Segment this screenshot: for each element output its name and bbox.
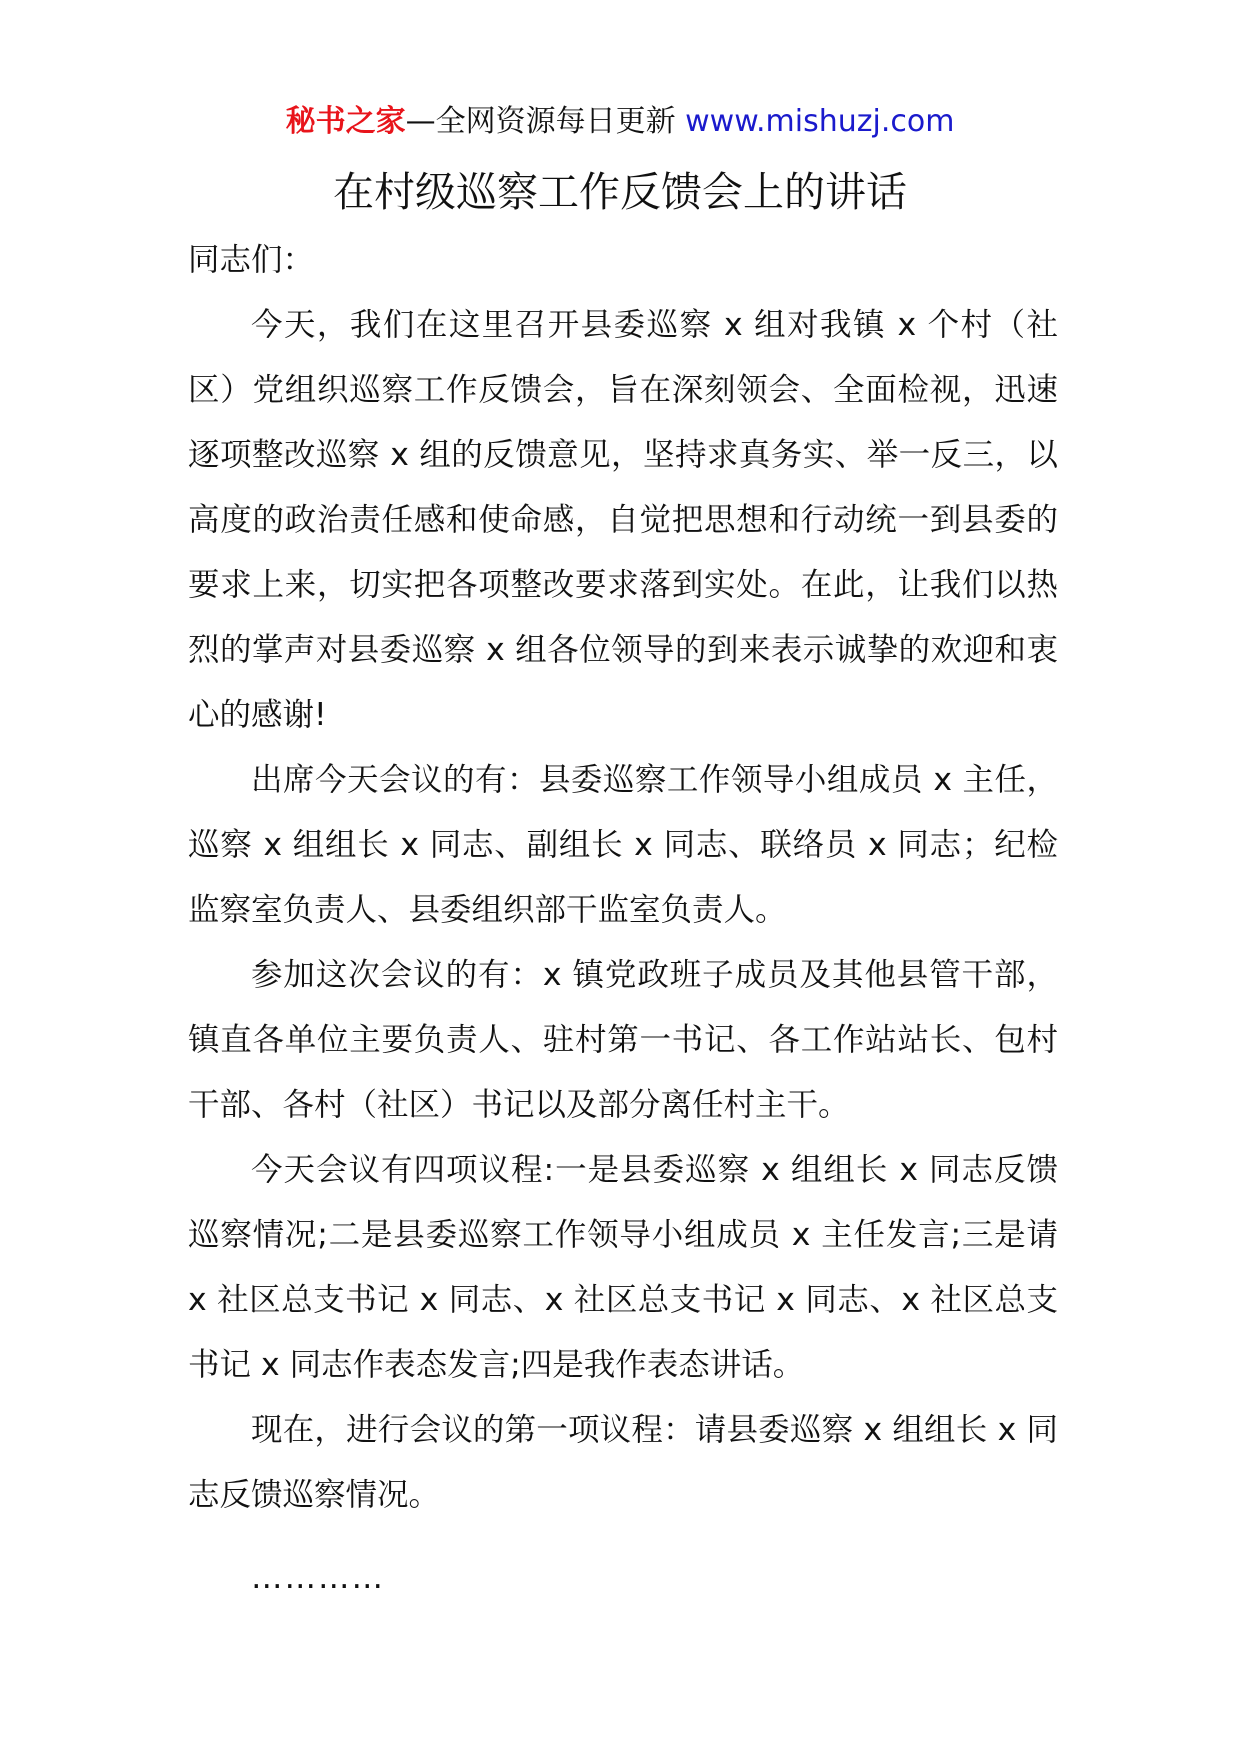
document-body — [188, 228, 1058, 1611]
paragraph: 出席今天会议的有：县委巡察工作领导小组成员 x 主任，巡察 x 组组长 x 同志、副组长 x 同志、联络员 x 同志；纪检监察室负责人、县委组织部干监室负责人。 — [188, 762, 1058, 928]
site-url-link[interactable]: www.mishuzj.com — [685, 104, 955, 139]
paragraph: 今天会议有四项议程:一是县委巡察 x 组组长 x 同志反馈巡察情况;二是县委巡察工作领导小组成员 x 主任发言;三是请 x 社区总支书记 x 同志、x 社区总支书记 x 同志、x 社区总支书记 x 同志作表态发言;四是我作表态讲话。 — [188, 1152, 1058, 1383]
ellipsis: ………… — [251, 1560, 385, 1596]
header-tagline: —全网资源每日更新 — [405, 104, 686, 139]
brand-name: 秘书之家 — [285, 104, 406, 139]
paragraph: 现在，进行会议的第一项议程：请县委巡察 x 组组长 x 同志反馈巡察情况。 — [188, 1412, 1058, 1513]
salutation: 同志们： — [188, 242, 315, 278]
site-header — [0, 100, 1240, 144]
document-title: 在村级巡察工作反馈会上的讲话 — [333, 168, 907, 216]
paragraph: 今天，我们在这里召开县委巡察 x 组对我镇 x 个村（社区）党组织巡察工作反馈会，旨在深刻领会、全面检视，迅速逐项整改巡察 x 组的反馈意见，坚持求真务实、举一反三，以高度的政治责任感和使命感，自觉把思想和行动统一到县委的要求上来，切实把各项整改要求落到实处。在此，让我们以热烈的掌声对县委巡察 x 组各位领导的到来表示诚挚的欢迎和衷心的感谢! — [188, 307, 1058, 733]
paragraph: 参加这次会议的有：x 镇党政班子成员及其他县管干部，镇直各单位主要负责人、驻村第一书记、各工作站站长、包村干部、各村（社区）书记以及部分离任村主干。 — [188, 957, 1058, 1123]
